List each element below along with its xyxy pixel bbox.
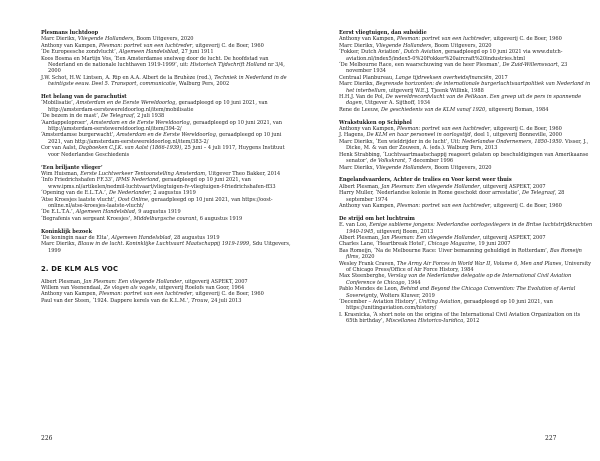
section-title: Het belang van de parachutist <box>41 94 127 101</box>
left-page-sections <box>41 30 295 254</box>
bibliography-entry: Wesley Frank Craven, The Army Air Forces in World War II, Volume 6, Men and Planes, University of Chicago Press/Office of Air Force History, 1984 <box>339 260 591 273</box>
bibliography-entry: Marc Dierikx, Vliegende Hollanders, Boom Uitgevers, 2020 <box>41 36 194 43</box>
section-title: Wrakstukken op Schiphol <box>339 119 412 126</box>
bibliography-entry: ‘Amsterdamse burgerwacht’, Amsterdam en de Eerste Wereldoorlog, geraadpleegd op 10 juni 2021, van http://amsterdam-eerstewereldoorlog.nl/item/383-2/ <box>41 132 282 145</box>
bibliography-entry: ‘Aardappeloproer’, Amsterdam en de Eerste Wereldoorlog, geraadpleegd op 10 juni 2021, van http://amsterdam-eerstewereldoorlog.nl/item/394-2/ <box>41 119 283 133</box>
bibliography-entry: Anthony van Kampen, Plesman: portret van een luchtreder, uitgeverij C. de Boer, 1960 <box>41 42 264 49</box>
bibliography-entry: Marc Dierikx, Vliegende Hollanders, Boom Uitgevers, 2020 <box>339 42 492 49</box>
bibliography-entry: ‘Mobilisatie’, Amsterdam en de Eerste Wereldoorlog, geraadpleegd op 10 juni 2021, van http://amsterdam-eerstewereldoorlog.nl/item/mobilisatie <box>41 100 268 113</box>
section-title: Plesmans luchtdoop <box>41 30 99 36</box>
bibliography-entry: Anthony van Kampen, Plesman: portret van een luchtreder, uitgeverij C. de Boer, 1960 <box>339 126 562 133</box>
bibliography-entry: Willem van Veenendaal, Ze vlogen als vogels, uitgeverij Roelofs van Goor, 1964 <box>41 284 245 291</box>
bibliography-entry: H.H.J. Van de Pol, De wereldrecordvlucht van de Pelikaan. Een greep uit de pers in spannende dagen, Uitgever A. Sijthoff, 1934 <box>339 94 582 107</box>
bibliography-entry: Anthony van Kampen, Plesman: portret van een luchtreder, uitgeverij C. de Boer, 1960 <box>339 36 562 43</box>
section-title: ‘Een briljante vlieger’ <box>41 164 103 171</box>
bibliography-entry: Koos Bosma en Martijn Vos, ‘Een Amsterdamse snelweg door de lucht. De hoofdstad van Nederland en de nationale luchthaven 1919-1999’, uit: Historisch Tijdschrift Holland nr 3/4, 2000 <box>41 55 285 75</box>
bibliography-entry: ‘Begrafenis van sergeant Kroesjes’, Middelburgsche courant, 6 augustus 1919 <box>41 215 243 222</box>
bibliography-entry: Albert Plesman, Jan Plesman: Een vliegende Hollander, uitgeverij ASPEKT, 2007 <box>339 183 546 190</box>
bibliography-entry: ‘December – Aviation History’, Uniting Aviation, geraadpleegd op 10 juni 2021, van https://unitingaviation.com/history/ <box>339 299 553 312</box>
bibliography-entry: I. Krasnicka, ‘A short note on the origins of the International Civil Aviation Organization on its 65th birthday’, Miscellanea Historico-Iuridica, 2012 <box>339 311 581 325</box>
bibliography-entry: ‘De Melbourne Race, een waarschuwing van de heer Plesman’, De Zuid-Willemsvaart, 23 november 1934 <box>339 62 568 75</box>
bibliography-entry: Marc Dierikx, Vliegende Hollanders, Boom Uitgevers, 2020 <box>339 164 492 171</box>
bibliography-entry: Bas Romeijn, ‘Na de Melbourne Race: Uiver bemanning gehuldigd in Rotterdam’, Bas Romeijn films, 2020 <box>339 247 582 261</box>
bibliography-entry: J.W. Schot, H.W. Lintsen, A. Rip en A.A. Albert de la Bruhèze (red.), Techniek in Nederland in de twintigste eeuw. Deel 5. Transport, communicatie, Walburg Pers, 2002 <box>41 74 287 88</box>
bibliography-entry: Paul van der Steen, ‘1924. Dappere kerels van de K.L.M.’, Trouw, 24 juli 2013 <box>41 297 242 304</box>
bibliography-entry: Centraal Planbureau, Lange tijdreeksen overheidsfinanciën, 2017 <box>339 74 508 81</box>
right-page-sections <box>339 30 593 325</box>
bibliography-section <box>339 177 593 209</box>
bibliography-section <box>41 94 295 158</box>
section-title: Koninklijk bezoek <box>41 228 92 235</box>
bibliography-section <box>339 30 593 113</box>
bibliography-entry: Charles Lane, ‘Heartbreak Hotel’, Chicago Magazine, 19 juni 2007 <box>339 241 511 248</box>
section-title: Eerst vliegtuigen, dan subsidie <box>339 30 427 36</box>
section-title: Engelandvaarders, Achter de tralies en Voor kerst weer thuis <box>339 177 512 184</box>
left-page <box>41 30 295 304</box>
page-number-right: 227 <box>545 435 557 442</box>
bibliography-entry: J. Hagens, De KLM en haar personeel in oorlogstijd, deel 1, uitgeverij Bonneville, 2000 <box>339 132 562 139</box>
bibliography-section <box>339 120 593 171</box>
bibliography-entry: Albert Plesman, Jan Plesman: Een vliegende Hollander, uitgeverij ASPEKT, 2007 <box>41 278 248 285</box>
bibliography-entry: Anthony van Kampen, Plesman: portret van een luchtreder, uitgeverij C. de Boer, 1960 <box>41 291 264 298</box>
page-number-left: 226 <box>41 435 53 442</box>
bibliography-entry: Cor van Aalst, Dagboeken C.J.K. van Aalst (1866-1939), 25 juni – 4 juli 1917, Huygens Instituut voor Nederlandse Geschiedenis <box>41 145 285 158</box>
bibliography-entry: Marc Dierikx, Blauw in de lucht. Koninklijke Luchtvaart Maatschappij 1919-1999, Sdu Uitgevers, 1999 <box>41 241 291 254</box>
bibliography-entry: Rene de Leeuw, De geschiedenis van de KLM vanaf 1920, uitgeverij Boman, 1984 <box>339 106 549 113</box>
bibliography-entry: Harry Muller, ‘Nederlandse kolonie in Rome geschokt door arrestatie’, De Telegraaf, 28 september 1974 <box>339 190 565 203</box>
bibliography-section <box>41 229 295 255</box>
chapter-heading: 2. DE KLM ALS VOC <box>41 265 119 274</box>
bibliography-section <box>339 216 593 325</box>
bibliography-entry: Pablo Mendes de Leon, Behind and Beyond the Chicago Convention: The Evolution of Aerial Sovereignty, Wolters Kluwer, 2019 <box>339 286 576 299</box>
bibliography-entry: Wim Huisman, Eerste Luchtverkeer Tentoonstelling Amsterdam, Uitgever Theo Bakker, 2014 <box>41 170 281 177</box>
bibliography-entry: ‘Atse Kroesjes laatste vlucht’, Oost Online, geraadpleegd op 10 juni 2021, van https://oost-online.nl/atse-kroesjes-laatste-vlucht/ <box>41 196 273 209</box>
bibliography-entry: ‘Opening van de E.L.T.A.’, De Nederlander, 2 augustus 1919 <box>41 190 196 197</box>
bibliography-entry: Max Steenberghe, Verslag van de Nederlandse delegatie op de International Civil Aviation Conference te Chicago, 1944 <box>339 273 572 286</box>
bibliography-section <box>41 30 295 88</box>
bibliography-entry: Marc Dierikx, ‘Een wieldrijder in de lucht’, Uit: Nederlandse Ondernemers, 1850-1950. Visser, J., Dicke, M. & van der Zouwen, A. (eds.). Walburg Pers, 2013 <box>339 138 589 152</box>
bibliography-entry: ‘Fokker, Dutch Aviation’, Dutch Aviation, geraadpleegd op 10 juni 2021 via www.dutch-aviation.nl/index5/index5-0%20Fokker%20aircraft%20industries.html <box>339 49 563 62</box>
bibliography-entry: Henk Strabbing, ‘Luchtvaartmaatschappij reageert gelaten op beschuldigingen van Amerikaanse senator’, de Volkskrant, 7 december 1996 <box>339 151 589 165</box>
bibliography-entry: E. van Loo, Eenige sublieme jongens: Nederlandse oorlogsvliegers in de Britse luchtstrijdkrachten 1940-1945, uitgeverij Boom, 2013 <box>339 222 593 235</box>
bibliography-entry: Marc Dierikx, Begrensde horizonten: de internationale burgerluchtvaartpolitiek van Nederland in het interbellum, uitgeverij W.E.J. Tjeenk Willink, 1988 <box>339 81 591 94</box>
bibliography-entry: Anthony van Kampen, Plesman: portret van een luchtreder, uitgeverij C. de Boer, 1960 <box>339 202 562 209</box>
bibliography-entry: ‘De koningin naar de Elta’, Algemeen Handelsblad, 28 augustus 1919 <box>41 234 220 241</box>
bibliography-entry: ‘Info Friedrichshafen FF.33’, IPMS Nederland, geraadpleegd op 10 juni 2021, van www.ipms.nl/artikelen/nedmil-luchtvaart/vliegtuigen-fv-vliegtuigen-f-friedrichshafen-ff33 <box>41 177 276 190</box>
right-page <box>339 30 593 331</box>
bibliography-entry: ‘De E.L.T.A.’, Algemeen Handelsblad, 9 augustus 1919 <box>41 209 181 216</box>
bibliography-section <box>41 165 295 223</box>
chapter-entries <box>41 279 295 305</box>
section-title: De strijd om het luchtruim <box>339 215 415 222</box>
bibliography-entry: ‘De Europeesche zondvlucht’, Algemeen Handelsblad, 27 juni 1911 <box>41 49 214 56</box>
bibliography-entry: Albert Plesman, Jan Plesman: Een vliegende Hollander, uitgeverij ASPEKT, 2007 <box>339 234 546 241</box>
bibliography-entry: ‘De bezem in de mast’, De Telegraaf, 2 juli 1938 <box>41 113 165 120</box>
